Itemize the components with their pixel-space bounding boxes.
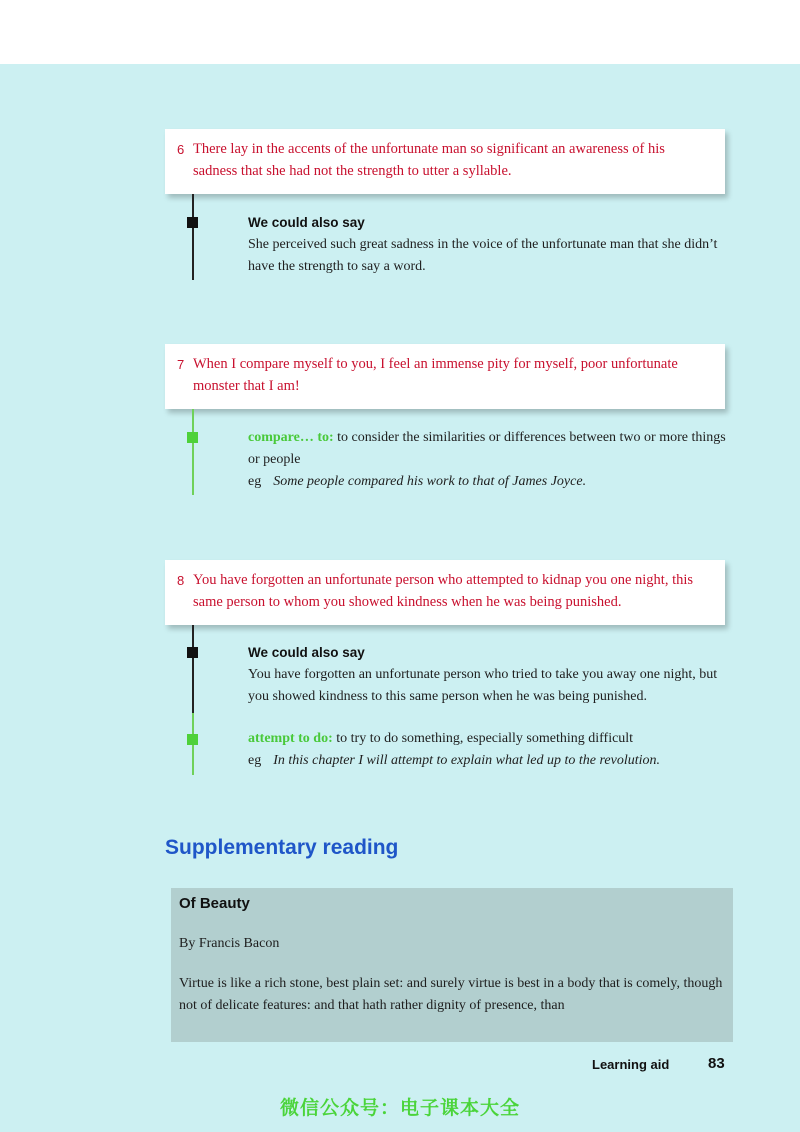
sentence-box-6 — [165, 129, 725, 194]
note-marker-square — [187, 217, 198, 228]
vocabulary-definition: to consider the similarities or differences between two or more things or people — [248, 430, 726, 467]
note-marker-square — [187, 432, 198, 443]
vocabulary-term: compare… to: — [248, 430, 334, 445]
watermark-text: 微信公众号：电子课本大全 — [279, 1097, 520, 1119]
page-number: 83 — [708, 1055, 725, 1072]
page-top-margin — [0, 0, 800, 64]
footer-label: Learning aid — [592, 1057, 670, 1072]
note-text: She perceived such great sadness in the voice of the unfortunate man that she didn’t have the strength to say a word. — [248, 237, 718, 274]
note-marker-square — [187, 647, 198, 658]
sentence-text: When I compare myself to you, I feel an immense pity for myself, poor unfortunate monster that I am! — [193, 356, 678, 394]
example-sentence: Some people compared his work to that of James Joyce. — [273, 474, 587, 489]
reading-paragraph: Virtue is like a rich stone, best plain set: and surely virtue is best in a body that is comely, though not of delicate features: and that hath rather dignity of presence, than — [179, 976, 723, 1013]
sentence-box-7 — [165, 344, 725, 409]
note-heading: We could also say — [248, 215, 365, 230]
reading-excerpt-box — [171, 888, 733, 1042]
note-connector-line — [192, 194, 194, 280]
vocabulary-note — [248, 427, 728, 493]
note-marker-square — [187, 734, 198, 745]
note-text: You have forgotten an unfortunate person who tried to take you away one night, but you showed kindness to this same person when he was being punished. — [248, 667, 718, 704]
sentence-text: You have forgotten an unfortunate person who attempted to kidnap you one night, this same person to whom you showed kindness when he was being punished. — [193, 572, 694, 610]
sentence-number: 6 — [177, 142, 185, 157]
example-sentence: In this chapter I will attempt to explain what led up to the revolution. — [273, 753, 660, 768]
sentence-number: 7 — [177, 357, 185, 372]
example-label: eg — [248, 474, 262, 489]
vocabulary-definition: to try to do something, especially something difficult — [332, 731, 634, 746]
reading-author: By Francis Bacon — [179, 936, 280, 951]
note-connector-line — [192, 409, 194, 495]
alternative-phrasing-note — [248, 212, 728, 278]
section-heading: Supplementary reading — [165, 836, 399, 859]
note-heading: We could also say — [248, 645, 365, 660]
example-label: eg — [248, 753, 262, 768]
sentence-number: 8 — [177, 573, 185, 588]
vocabulary-note — [248, 728, 728, 772]
sentence-text: There lay in the accents of the unfortunate man so significant an awareness of his sadness that she had not the strength to utter a syllable. — [193, 141, 665, 179]
note-connector-line — [192, 625, 194, 713]
alternative-phrasing-note — [248, 642, 728, 708]
sentence-box-8 — [165, 560, 725, 625]
reading-title: Of Beauty — [179, 895, 250, 912]
vocabulary-term: attempt to do: — [248, 731, 333, 746]
